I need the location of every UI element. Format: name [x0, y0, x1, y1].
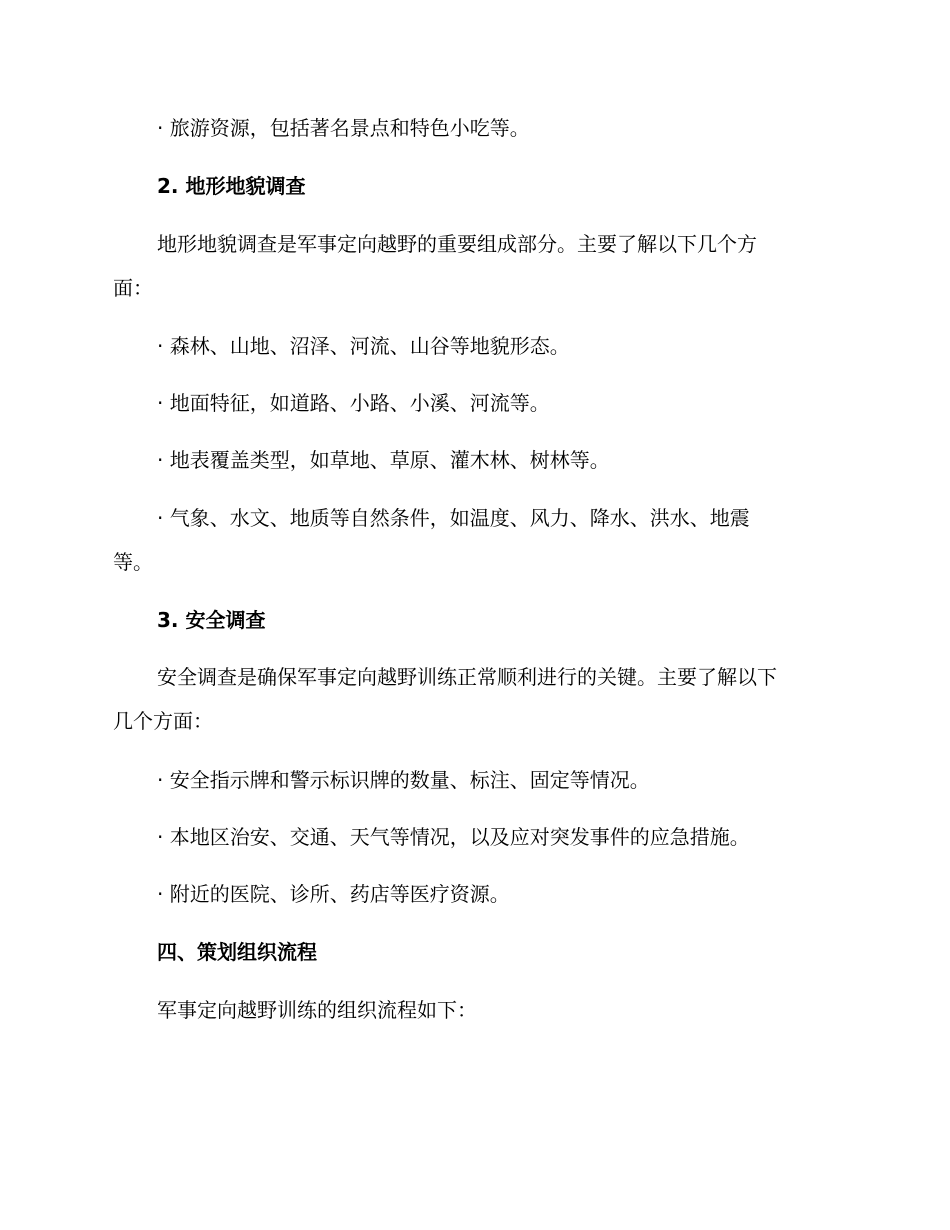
paragraph-process-intro: 军事定向越野训练的组织流程如下： [157, 998, 477, 1022]
paragraph-terrain-intro-line-2: 面： [113, 276, 153, 300]
bullet-tourism-resources: · 旅游资源，包括著名景点和特色小吃等。 [157, 116, 530, 140]
heading-planning-process: 四、策划组织流程 [157, 940, 317, 964]
bullet-local-conditions: · 本地区治安、交通、天气等情况，以及应对突发事件的应急措施。 [157, 825, 750, 849]
paragraph-safety-intro-line-2: 几个方面： [113, 709, 213, 733]
bullet-natural-conditions-line-1: · 气象、水文、地质等自然条件，如温度、风力、降水、洪水、地震 [157, 506, 750, 530]
paragraph-safety-intro-line-1: 安全调查是确保军事定向越野训练正常顺利进行的关键。主要了解以下 [157, 665, 777, 689]
bullet-landforms: · 森林、山地、沼泽、河流、山谷等地貌形态。 [157, 334, 570, 358]
bullet-medical-resources: · 附近的医院、诊所、药店等医疗资源。 [157, 882, 510, 906]
heading-terrain-survey: 2. 地形地貌调查 [157, 174, 306, 198]
bullet-ground-features: · 地面特征，如道路、小路、小溪、河流等。 [157, 391, 550, 415]
bullet-natural-conditions-line-2: 等。 [113, 550, 153, 574]
heading-safety-survey: 3. 安全调查 [157, 608, 266, 632]
bullet-safety-signs: · 安全指示牌和警示标识牌的数量、标注、固定等情况。 [157, 768, 650, 792]
bullet-surface-cover: · 地表覆盖类型，如草地、草原、灌木林、树林等。 [157, 448, 610, 472]
paragraph-terrain-intro-line-1: 地形地貌调查是军事定向越野的重要组成部分。主要了解以下几个方 [157, 232, 757, 256]
